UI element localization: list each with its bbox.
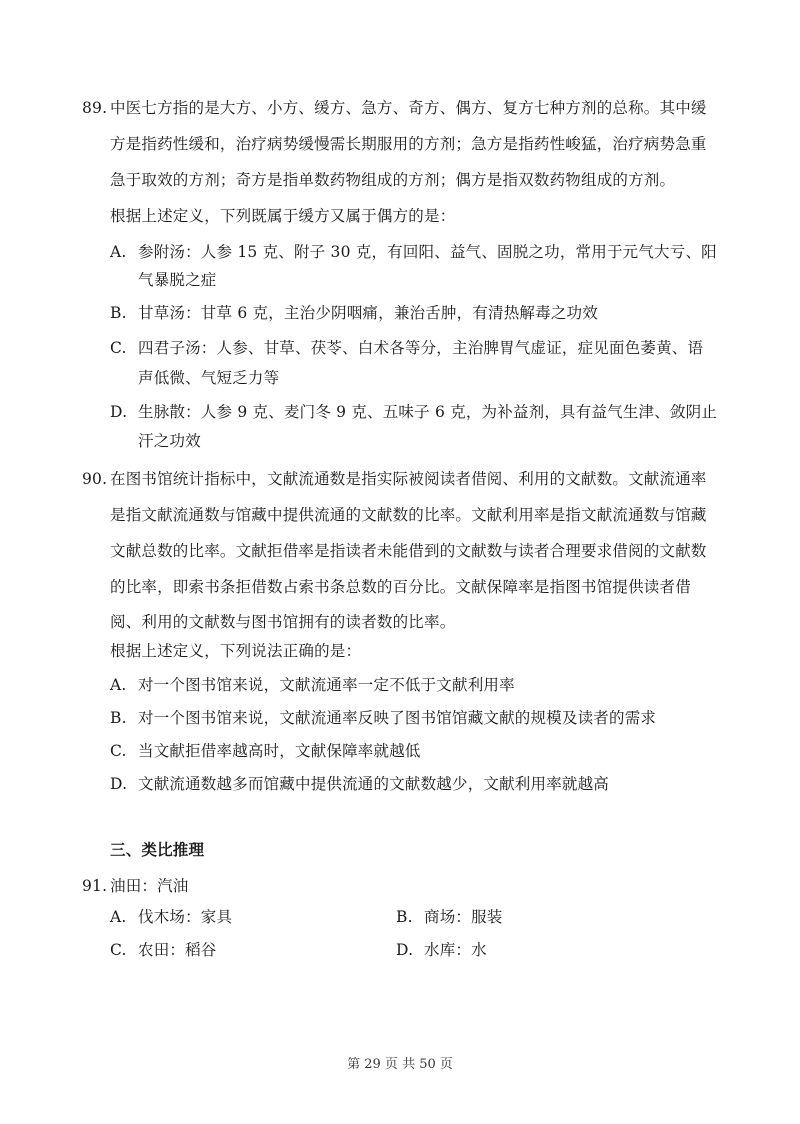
q90-stem-line-5: 阅、利用的文献数与图书馆拥有的读者数的比率。 [110,613,456,631]
q91-option-d-text: 水库：水 [424,941,487,959]
q89-option-c [110,338,703,358]
q89-stem-line-2: 方是指药性缓和，治疗病势缓慢需长期服用的方剂；急方是指药性峻猛，治疗病势急重 [110,135,707,153]
q89-option-b [110,303,598,323]
q90-number: 90. [82,470,108,488]
q91-number: 91. [82,877,108,895]
q89-prompt: 根据上述定义，下列既属于缓方又属于偶方的是： [110,207,456,225]
q91-option-b [396,907,503,927]
q90-option-a-label: A. [110,676,127,694]
q89-stem-line-3: 急于取效的方剂；奇方是指单数药物组成的方剂；偶方是指双数药物组成的方剂。 [110,171,676,189]
q91-option-c-label: C. [110,941,127,959]
q90-prompt: 根据上述定义，下列说法正确的是： [110,642,362,660]
q90-option-c-label: C. [110,742,127,760]
q89-option-d-label: D. [110,403,128,421]
q91-option-c [110,940,217,960]
q90-stem-line-3: 文献总数的比率。文献拒借率是指读者未能借到的文献数与读者合理要求借阅的文献数 [110,542,707,560]
q90-option-d-text: 文献流通数越多而馆藏中提供流通的文献数越少，文献利用率就越高 [138,775,610,793]
q89-option-b-label: B. [110,304,127,322]
q89-option-d-text-1: 生脉散：人参 9 克、麦门冬 9 克、五味子 6 克，为补益剂，具有益气生津、敛阴止 [138,403,718,421]
page-footer: 第 29 页 共 50 页 [347,1057,453,1072]
q91-option-a-label: A. [110,908,127,926]
section-heading-analogy: 三、类比推理 [110,840,205,859]
q91-option-a [110,907,232,927]
q90-stem-text-1: 在图书馆统计指标中，文献流通数是指实际被阅读者借阅、利用的文献数。文献流通率 [110,470,707,488]
q90-option-a [110,675,515,695]
q90-option-c-text: 当文献拒借率越高时，文献保障率就越低 [138,742,421,760]
q89-option-c-text-1: 四君子汤：人参、甘草、茯苓、白术各等分，主治脾胃气虚证，症见面色萎黄、语 [138,339,704,357]
q91-option-b-label: B. [396,908,413,926]
q90-option-b-label: B. [110,709,127,727]
q90-option-c [110,741,421,761]
q90-stem-line-2: 是指文献流通数与馆藏中提供流通的文献数的比率。文献利用率是指文献流通数与馆藏 [110,506,707,524]
q90-option-b [110,708,656,728]
q90-option-d [110,774,609,794]
q90-option-d-label: D. [110,775,128,793]
q89-option-a [110,242,717,262]
q90-stem-line-1 [82,469,707,489]
q91-option-c-text: 农田：稻谷 [138,941,217,959]
q89-number: 89. [82,99,108,117]
q91-option-b-text: 商场：服装 [424,908,503,926]
q89-option-c-text-2: 声低微、气短乏力等 [138,369,280,387]
q91-option-a-text: 伐木场：家具 [138,908,233,926]
q89-option-a-text-2: 气暴脱之症 [138,271,217,289]
q91-stem [82,876,189,896]
q90-option-a-text: 对一个图书馆来说，文献流通率一定不低于文献利用率 [138,676,515,694]
q90-option-b-text: 对一个图书馆来说，文献流通率反映了图书馆馆藏文献的规模及读者的需求 [138,709,657,727]
q89-option-d-text-2: 汗之功效 [138,432,201,450]
q89-option-c-label: C. [110,339,127,357]
q89-stem-line-1 [82,98,707,118]
q89-option-b-text-1: 甘草汤：甘草 6 克，主治少阴咽痛，兼治舌肿，有清热解毒之功效 [138,304,598,322]
q89-option-a-label: A. [110,243,127,261]
q89-option-d [110,402,717,422]
q90-stem-line-4: 的比率，即索书条拒借数占索书条总数的百分比。文献保障率是指图书馆提供读者借 [110,578,691,596]
q91-option-d-label: D. [396,941,414,959]
q91-option-d [396,940,487,960]
q91-stem-text: 油田：汽油 [110,877,189,895]
q89-stem-text-1: 中医七方指的是大方、小方、缓方、急方、奇方、偶方、复方七种方剂的总称。其中缓 [110,99,707,117]
q89-option-a-text-1: 参附汤：人参 15 克、附子 30 克，有回阳、益气、固脱之功，常用于元气大亏、阳 [138,243,717,261]
